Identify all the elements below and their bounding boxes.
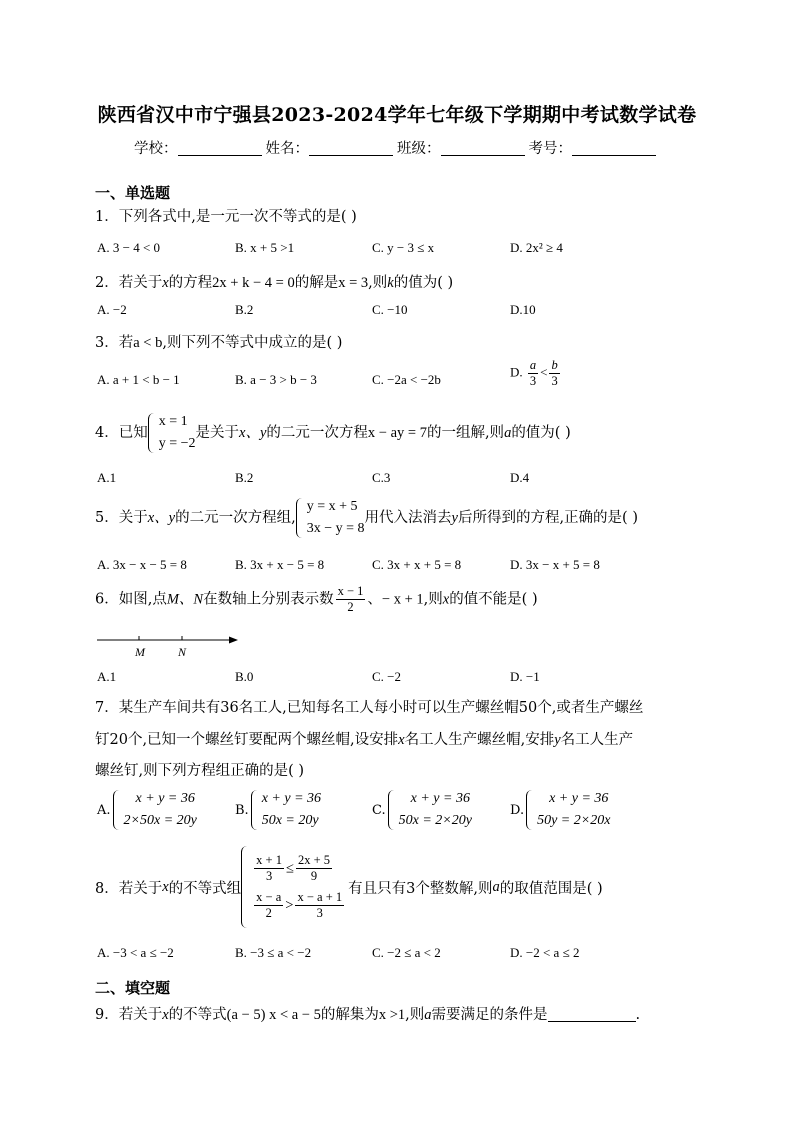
q4-text-1: 4．已知 [95, 425, 148, 441]
q9-text-5: 需要满足的条件是 [431, 1007, 548, 1023]
question-6-stem [95, 584, 538, 615]
q6-points: M、N [166, 591, 204, 608]
q7-option-a[interactable]: A. x + y = 36 2×50x = 20y [97, 791, 197, 828]
question-7-line-1: 7．某生产车间共有36名工人,已知每名工人每小时可以生产螺丝帽50个,或者生产螺丝 [95, 700, 644, 716]
q4-option-b[interactable]: B.2 [235, 470, 254, 485]
q2-text-1: 2．若关于 [95, 275, 163, 291]
q2-text-4: ,则 [368, 275, 388, 291]
q9-text-4: ,则 [405, 1007, 425, 1023]
q2-option-d[interactable]: D.10 [510, 302, 536, 317]
q7-option-d[interactable]: D. x + y = 36 50y = 2×20x [510, 791, 611, 828]
q1-option-b[interactable]: B. x + 5 >1 [235, 240, 295, 255]
question-1-stem: 1．下列各式中,是一元一次不等式的是( ) [95, 209, 357, 225]
q7-var-y: y [554, 732, 561, 748]
q9-solution: x >1 [378, 1007, 406, 1023]
q4-option-a[interactable]: A.1 [97, 470, 117, 485]
number-line-arrow [229, 637, 238, 644]
q5-system: y = x + 5 3x − y = 8 [296, 496, 365, 540]
q4-vars: x、y [239, 425, 267, 441]
q2-text-3: 的解是 [294, 275, 339, 291]
q4-option-c[interactable]: C.3 [372, 470, 391, 485]
name-label: 姓名： [265, 141, 309, 157]
q8-option-b[interactable]: B. −3 ≤ a < −2 [235, 945, 312, 960]
q4-system: x = 1 y = −2 [148, 411, 196, 455]
label-m: M [135, 645, 145, 659]
q9-var-x: x [162, 1007, 169, 1023]
q6-option-a[interactable]: A.1 [97, 669, 117, 684]
q3-d-prefix: D. [510, 364, 523, 380]
q3-option-c[interactable]: C. −2a < −2b [372, 372, 441, 387]
q3-option-b[interactable]: B. a − 3 > b − 3 [235, 372, 317, 387]
q4-option-d[interactable]: D.4 [510, 470, 530, 485]
school-blank[interactable] [178, 141, 262, 156]
q8-brace [241, 846, 248, 928]
q5-option-a[interactable]: A. 3x − x − 5 = 8 [97, 557, 187, 572]
q8-text-2: 的不等式组 [168, 880, 242, 897]
class-blank[interactable] [441, 141, 525, 156]
name-blank[interactable] [309, 141, 393, 156]
id-label: 考号： [528, 141, 572, 157]
q8-system: $\frac{x + 1}{3}$ ≤ $\frac{2x + 5}{9}$ $\frac{x - a}{2}$ > $\frac{x - a + 1}{3}$ [256, 853, 343, 920]
q6-fraction: $\frac{x - 1}{2}$ [337, 584, 364, 614]
student-info-line [0, 137, 794, 158]
q4-var-a: a [504, 425, 512, 441]
class-label: 班级： [397, 141, 441, 157]
q7-option-c[interactable]: C. x + y = 36 50x = 2×20y [372, 791, 472, 828]
q9-text-3: 的解集为 [320, 1007, 379, 1023]
q8-text-3: 有且只有3个整数解,则 [348, 880, 493, 897]
q3-text-2: ,则下列不等式中成立的是( ) [162, 335, 343, 351]
q4-text-3: 的二元一次方程 [266, 425, 368, 441]
q8-option-a[interactable]: A. −3 < a ≤ −2 [97, 945, 174, 960]
q7-var-x: x [398, 732, 405, 748]
q4-equation: x − ay = 7 [367, 425, 427, 441]
q2-option-c[interactable]: C. −10 [372, 302, 408, 317]
q1-option-a[interactable]: A. 3 − 4 < 0 [97, 240, 161, 255]
id-blank[interactable] [572, 141, 656, 156]
q6-expression: − x + 1 [381, 591, 424, 608]
q8-text-1: 8．若关于 [95, 880, 163, 897]
q2-text-2: 的方程 [168, 275, 213, 291]
q3-d-fraction-left: $\frac{a}{3}$ [529, 358, 537, 388]
q7-text-2b: 名工人生产螺丝帽,安排 [404, 732, 555, 748]
q9-var-a: a [424, 1007, 432, 1023]
q6-option-b[interactable]: B.0 [235, 669, 254, 684]
q7-text-2a: 钉20个,已知一个螺丝钉要配两个螺丝帽,设安排 [95, 732, 399, 748]
q6-text-2: 在数轴上分别表示数 [203, 591, 334, 608]
q7-option-b[interactable]: B. x + y = 36 50x = 20y [235, 791, 322, 828]
question-7-line-3: 螺丝钉,则下列方程组正确的是( ) [95, 763, 305, 779]
q1-option-d[interactable]: D. 2x² ≥ 4 [510, 240, 563, 255]
question-3-stem [95, 331, 342, 352]
q3-option-a[interactable]: A. a + 1 < b − 1 [97, 372, 180, 387]
q2-option-a[interactable]: A. −2 [97, 302, 127, 317]
q6-separator: 、 [367, 591, 382, 608]
question-7-line-2 [95, 728, 633, 749]
q9-text-2: 的不等式 [168, 1007, 227, 1023]
q3-text-1: 3．若 [95, 335, 134, 351]
q9-text-1: 9．若关于 [95, 1007, 163, 1023]
question-8-stem [95, 846, 603, 928]
q5-text-2: 的二元一次方程组, [175, 510, 296, 526]
page-title: 陕西省汉中市宁强县2023-2024学年七年级下学期期中考试数学试卷 [97, 104, 697, 126]
number-line-figure [95, 632, 245, 660]
q6-option-d[interactable]: D. −1 [510, 669, 540, 684]
q3-d-fraction-right: $\frac{b}{3}$ [551, 358, 558, 388]
q1-option-c[interactable]: C. y − 3 ≤ x [372, 240, 435, 255]
q2-option-b[interactable]: B.2 [235, 302, 254, 317]
q2-var-k: k [387, 275, 394, 291]
q5-text-1: 5．关于 [95, 510, 148, 526]
q4-text-4: 的一组解,则 [426, 425, 505, 441]
label-n: N [178, 645, 187, 659]
q4-text-5: 的值为( ) [511, 425, 571, 441]
q8-var-a: a [492, 878, 500, 895]
q9-inequality: (a − 5) x < a − 5 [226, 1007, 321, 1023]
q6-text-1: 6．如图,点 [95, 591, 167, 608]
q4-text-2: 是关于 [195, 425, 240, 441]
q3-option-d[interactable] [510, 358, 562, 389]
question-9-stem [95, 1003, 640, 1024]
q5-option-b[interactable]: B. 3x + x − 5 = 8 [235, 557, 325, 572]
q5-text-3: 用代入法消去 [364, 510, 452, 526]
section-heading-fill-blank: 二、填空题 [95, 979, 171, 997]
q9-answer-blank[interactable] [548, 1007, 636, 1022]
q2-var-x: x [162, 275, 169, 291]
q6-text-4: 的值不能是( ) [449, 591, 538, 608]
q3-condition: a < b [133, 335, 163, 351]
section-heading-single-choice: 一、单选题 [95, 184, 171, 202]
q8-var-x: x [162, 878, 169, 895]
school-label: 学校： [134, 141, 178, 157]
q5-option-c[interactable]: C. 3x + x + 5 = 8 [372, 557, 462, 572]
question-4-stem [95, 411, 571, 455]
q5-text-4: 后所得到的方程,正确的是( ) [457, 510, 638, 526]
question-2-stem [95, 271, 453, 292]
q6-var-x: x [442, 591, 450, 608]
q8-text-4: 的取值范围是( ) [499, 880, 603, 897]
q8-option-d[interactable]: D. −2 < a ≤ 2 [510, 945, 580, 960]
question-5-stem [95, 496, 638, 540]
q8-option-c[interactable]: C. −2 ≤ a < 2 [372, 945, 441, 960]
q9-end: . [635, 1007, 641, 1023]
q2-solution: x = 3 [338, 275, 369, 291]
q7-text-2c: 名工人生产 [560, 732, 634, 748]
q6-text-3: ,则 [423, 591, 443, 608]
q5-vars: x、y [147, 510, 176, 526]
q5-var-y: y [451, 510, 458, 526]
q3-d-operator: < [540, 364, 548, 380]
q6-option-c[interactable]: C. −2 [372, 669, 402, 684]
q2-equation: 2x + k − 4 = 0 [212, 275, 295, 291]
q5-option-d[interactable]: D. 3x − x + 5 = 8 [510, 557, 600, 572]
q2-text-5: 的值为( ) [393, 275, 454, 291]
